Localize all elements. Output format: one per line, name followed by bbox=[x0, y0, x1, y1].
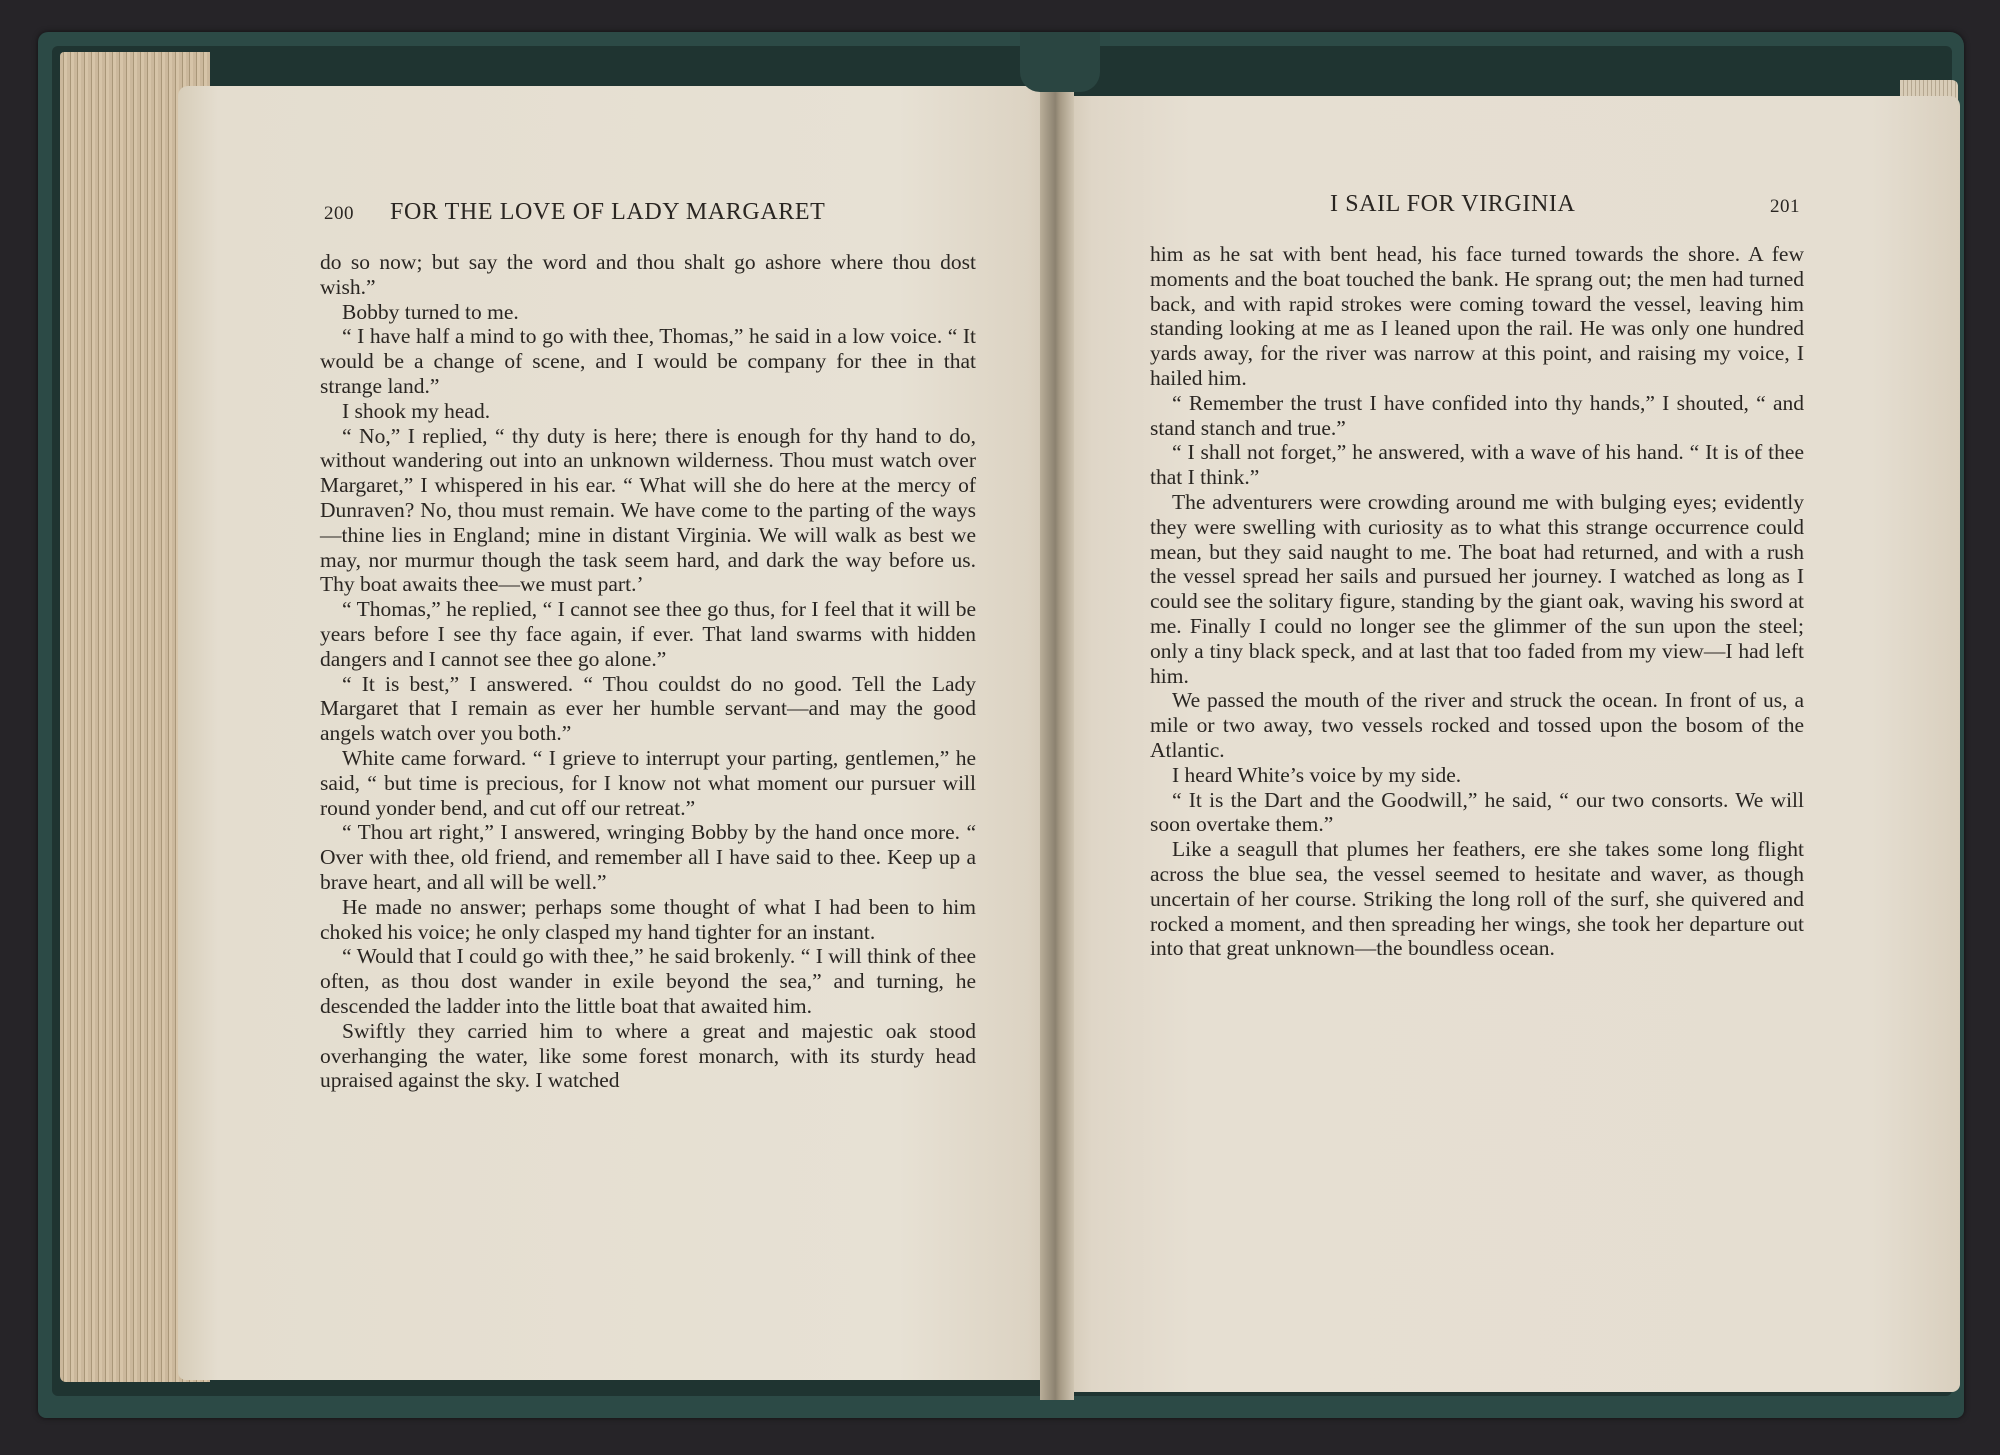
right-paragraph: The adventurers were crowding around me with bulging eyes; evidently they were swelling with curiosity as to what this strange occurrence could mean, but they said naught to me. The boat had returned, and with a rush the vessel spread her sails and pursued her journey. I watched as long as I could see the solitary figure, standing by the giant oak, waving his sword at me. Finally I could no longer see the glimmer of the sun upon the steel; only a tiny black speck, and at last that too faded from my view—I had left him. bbox=[1150, 489, 1804, 688]
left-paragraph: Swiftly they carried him to where a great and majestic oak stood overhanging the water, like some forest monarch, with its sturdy head upraised against the sky. I watched bbox=[320, 1018, 976, 1093]
left-paragraph: White came forward. “ I grieve to interrupt your parting, gentlemen,” he said, “ but time is precious, for I know not what moment our pursuer will round yonder bend, and cut off our retreat.” bbox=[320, 745, 976, 820]
left-page-text bbox=[320, 250, 976, 1093]
right-paragraph: “ Remember the trust I have confided into thy hands,” I shouted, “ and stand stanch and true.” bbox=[1150, 390, 1804, 440]
right-page-text bbox=[1150, 242, 1804, 961]
left-paragraph: He made no answer; perhaps some thought of what I had been to him choked his voice; he only clasped my hand tighter for an instant. bbox=[320, 894, 976, 944]
spine-top bbox=[1020, 32, 1100, 92]
left-page-number: 200 bbox=[324, 203, 354, 224]
right-paragraph: him as he sat with bent head, his face turned towards the shore. A few moments and the boat touched the bank. He sprang out; the men had turned back, and with rapid strokes were coming toward the vessel, leaving him standing looking at me as I leaned upon the rail. He was only one hundred yards away, for the river was narrow at this point, and raising my voice, I hailed him. bbox=[1150, 242, 1804, 390]
left-paragraph: “ Thomas,” he replied, “ I cannot see thee go thus, for I feel that it will be years before I see thy face again, if ever. That land swarms with hidden dangers and I cannot see thee go alone.” bbox=[320, 597, 976, 671]
left-paragraph: do so now; but say the word and thou shalt go ashore where thou dost wish.” bbox=[320, 250, 976, 299]
left-paragraph: “ Thou art right,” I answered, wringing Bobby by the hand once more. “ Over with thee, old friend, and remember all I have said to thee. Keep up a brave heart, and all will be well.” bbox=[320, 820, 976, 894]
right-paragraph: “ I shall not forget,” he answered, with a wave of his hand. “ It is of thee that I think.” bbox=[1150, 440, 1804, 490]
left-paragraph: “ No,” I replied, “ thy duty is here; there is enough for thy hand to do, without wandering out into an unknown wilderness. Thou must watch over Margaret,” I whispered in his ear. “ What will she do here at the mercy of Dunraven? No, thou must remain. We have come to the parting of the ways—thine lies in England; mine in distant Virginia. We will walk as best we may, nor murmur though the task seem hard, and dark the way before us. Thy boat awaits thee—we must part.’ bbox=[320, 423, 976, 597]
right-running-head: I SAIL FOR VIRGINIA bbox=[1330, 191, 1576, 217]
left-paragraph: “ Would that I could go with thee,” he said brokenly. “ I will think of thee often, as thou dost wander in exile beyond the sea,” and turning, he descended the ladder into the little boat that awaited him. bbox=[320, 944, 976, 1018]
book-gutter bbox=[1040, 70, 1074, 1400]
right-paragraph: “ It is the Dart and the Goodwill,” he said, “ our two consorts. We will soon overtake them.” bbox=[1150, 787, 1804, 837]
left-paragraph: Bobby turned to me. bbox=[342, 299, 519, 324]
left-running-head: FOR THE LOVE OF LADY MARGARET bbox=[390, 199, 826, 225]
right-paragraph: We passed the mouth of the river and struck the ocean. In front of us, a mile or two away, two vessels rocked and tossed upon the bosom of the Atlantic. bbox=[1150, 688, 1804, 762]
right-paragraph: Like a seagull that plumes her feathers, ere she takes some long flight across the blue sea, the vessel seemed to hesitate and waver, as though uncertain of her course. Striking the long roll of the surf, she quivered and rocked a moment, and then spreading her wings, she took her departure out into that great unknown—the boundless ocean. bbox=[1150, 837, 1804, 961]
left-paragraph: I shook my head. bbox=[342, 398, 491, 423]
left-paragraph: “ I have half a mind to go with thee, Thomas,” he said in a low voice. “ It would be a change of scene, and I would be company for thee in that strange land.” bbox=[320, 324, 976, 398]
right-page-number: 201 bbox=[1770, 196, 1800, 217]
right-paragraph: I heard White’s voice by my side. bbox=[1172, 762, 1462, 787]
left-paragraph: “ It is best,” I answered. “ Thou couldst do no good. Tell the Lady Margaret that I remain as ever her humble servant—and may the good angels watch over you both.” bbox=[320, 671, 976, 746]
